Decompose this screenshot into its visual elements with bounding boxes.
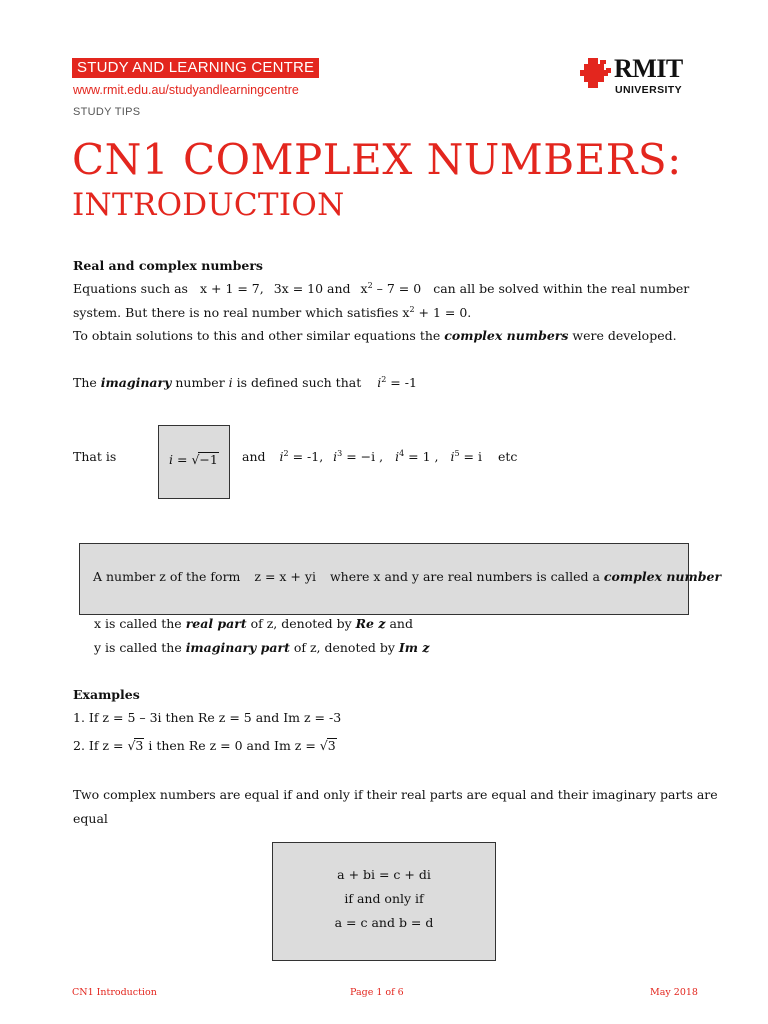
eq-i-equals-sqrt-minus-1: i = √−1 [169,452,218,467]
eq-x-squared: $x^2 - 7 = 0$ [360,280,422,296]
text-equality-line2: equal [73,811,108,826]
rmit-logo [580,56,696,102]
example-1: 1. If z = 5 – 3i then Re z = 5 and Im z = -3 [73,710,342,725]
box-complex-number-definition [79,543,722,615]
text-imaginary-part: y is called the imaginary part of z, denoted by Im z [94,640,430,655]
text-real-part: x is called the real part of z, denoted by Re z and [94,616,413,631]
page-title: CN1 COMPLEX NUMBERS: [72,135,682,184]
text-can-be-solved: can all be solved within the real number [433,281,690,296]
header-study-tips: STUDY TIPS [73,106,141,118]
text-imaginary-definition: The imaginary number i is defined such that $i^2 = -1$ [73,374,417,390]
box-i-sqrt [158,425,230,499]
box-equality-condition [272,842,496,961]
header-url-link[interactable]: www.rmit.edu.au/studyandlearningcentre [73,83,299,97]
term-complex-numbers: complex numbers [444,328,569,343]
text-if-and-only-if: if and only if [344,891,424,906]
logo-university: UNIVERSITY [615,84,683,96]
eq-i-squared: $i^2 = -1$ [377,374,417,390]
eq-a-equals-c: a = c and b = d [334,915,434,930]
footer-page-number: Page 1 of 6 [350,987,404,998]
text-equations-such-as: Equations such as [73,281,188,296]
section-heading-examples: Examples [73,687,140,702]
footer-date: May 2018 [650,987,698,998]
term-complex-number: complex number [603,569,722,584]
text-powers-of-i: and $i^2 = -1$, $i^3 = -i$ , $i^4 = 1$ , $i^5 = i$ etc [242,448,518,464]
rmit-pixel-icon [580,58,612,88]
term-imaginary: imaginary [100,375,172,390]
eq-3x: 3x = 10 and [273,281,351,296]
logo-wordmark: RMIT [614,54,683,83]
footer-doc-name: CN1 Introduction [72,987,157,998]
eq-equality: a + bi = c + di [337,867,431,882]
text-equations-line1 [73,281,689,297]
example-2: 2. If z = √3 i then Re z = 0 and Im z = √3 [73,738,336,753]
text-equations-line3: To obtain solutions to this and other similar equations the complex numbers were developed. [73,328,677,343]
label-that-is: That is [73,449,117,464]
page-subtitle: INTRODUCTION [72,187,345,223]
section-heading-real-complex: Real and complex numbers [73,258,263,273]
eq-x-plus-1: x + 1 = 7, [199,281,264,296]
text-equality-line1: Two complex numbers are equal if and only if their real parts are equal and their imaginary parts are [73,787,718,802]
text-complex-number-definition: A number z of the form z = x + yi where x and y are real numbers is called a complex number [93,569,722,584]
text-equations-line2: system. But there is no real number which satisfies $x^2 + 1 = 0$. [73,304,472,320]
header-banner: STUDY AND LEARNING CENTRE [72,58,319,78]
